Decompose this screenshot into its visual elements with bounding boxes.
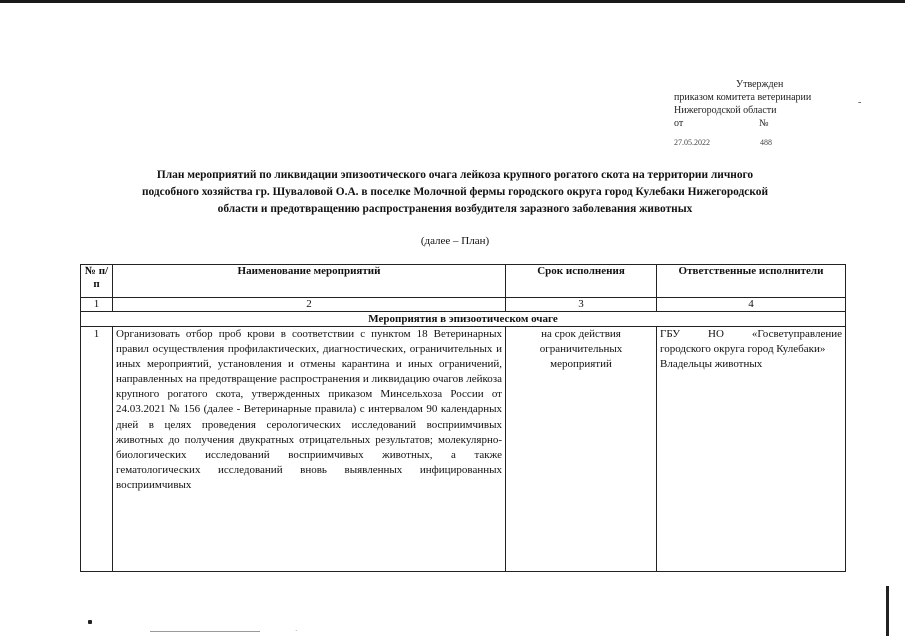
approval-date: 27.05.2022 — [674, 138, 710, 147]
approval-approved: Утвержден — [736, 79, 784, 90]
approval-date-row — [674, 136, 874, 149]
approval-order-line: приказом комитета ветеринарии — [674, 92, 812, 103]
approval-number-label: № — [759, 118, 769, 129]
section-title: Мероприятия в эпизоотическом очаге — [81, 312, 846, 327]
header-responsible: Ответственные исполнители — [657, 265, 846, 298]
scan-dot — [88, 620, 92, 624]
document-subtitle: (далее – План) — [420, 235, 490, 247]
scan-top-edge — [0, 0, 905, 3]
document-title — [60, 167, 850, 218]
row-num: 1 — [81, 327, 113, 572]
plan-table — [80, 264, 846, 572]
column-number: 2 — [113, 298, 506, 312]
scan-line — [150, 631, 260, 632]
column-number: 4 — [657, 298, 846, 312]
responsible-agency: ГБУ НО «Госветуправление городского округа город Кулебаки» — [660, 328, 842, 356]
row-deadline: на срок действия ограничительных мероприятий — [506, 327, 657, 572]
scan-right-edge — [886, 586, 889, 636]
responsible-owners: Владельцы животных — [660, 358, 763, 371]
table-row — [81, 327, 846, 572]
table-header-row — [81, 265, 846, 298]
title-line-1: План мероприятий по ликвидации эпизоотического очага лейкоза крупного рогатого скота на территории личного — [156, 169, 754, 181]
approval-number: 488 — [760, 138, 772, 147]
column-number-row — [81, 298, 846, 312]
scan-mark-bottom: · — [295, 627, 298, 635]
title-line-2: подсобного хозяйства гр. Шуваловой О.А. в поселке Молочной фермы городского округа город Кулебаки Нижегородской — [141, 186, 769, 198]
approval-from-label: от — [674, 118, 684, 129]
approval-block — [674, 78, 874, 149]
section-row — [81, 312, 846, 327]
row-responsible — [657, 327, 846, 572]
header-name: Наименование мероприятий — [113, 265, 506, 298]
column-number: 1 — [81, 298, 113, 312]
header-num: № п/п — [81, 265, 113, 298]
title-line-3: области и предотвращению распространения возбудителя заразного заболевания животных — [217, 203, 693, 215]
scan-mark: - — [858, 97, 862, 108]
approval-from-row — [674, 117, 874, 130]
approval-region-line: Нижегородской области — [674, 105, 777, 116]
row-measure-name: Организовать отбор проб крови в соответствии с пунктом 18 Ветеринарных правил осуществления профилактических, диагностических, ограничительных и иных мероприятий, установления и отмены карантина и иных ограничений, направленных на предотвращение распространения и ликвидацию очагов лейкоза крупного рогатого скота, утвержденных приказом Минсельхоза России от 24.03.2021 № 156 (далее - Ветеринарные правила) с интервалом 90 календарных дней в целях проведения серологических исследований восприимчивых животных до получения двукратных отрицательных результатов; молекулярно-биологических исследований восприимчивых животных, а также гематологических исследований вновь выявленных инфицированных восприимчивых — [113, 327, 506, 572]
column-number: 3 — [506, 298, 657, 312]
header-deadline: Срок исполнения — [506, 265, 657, 298]
